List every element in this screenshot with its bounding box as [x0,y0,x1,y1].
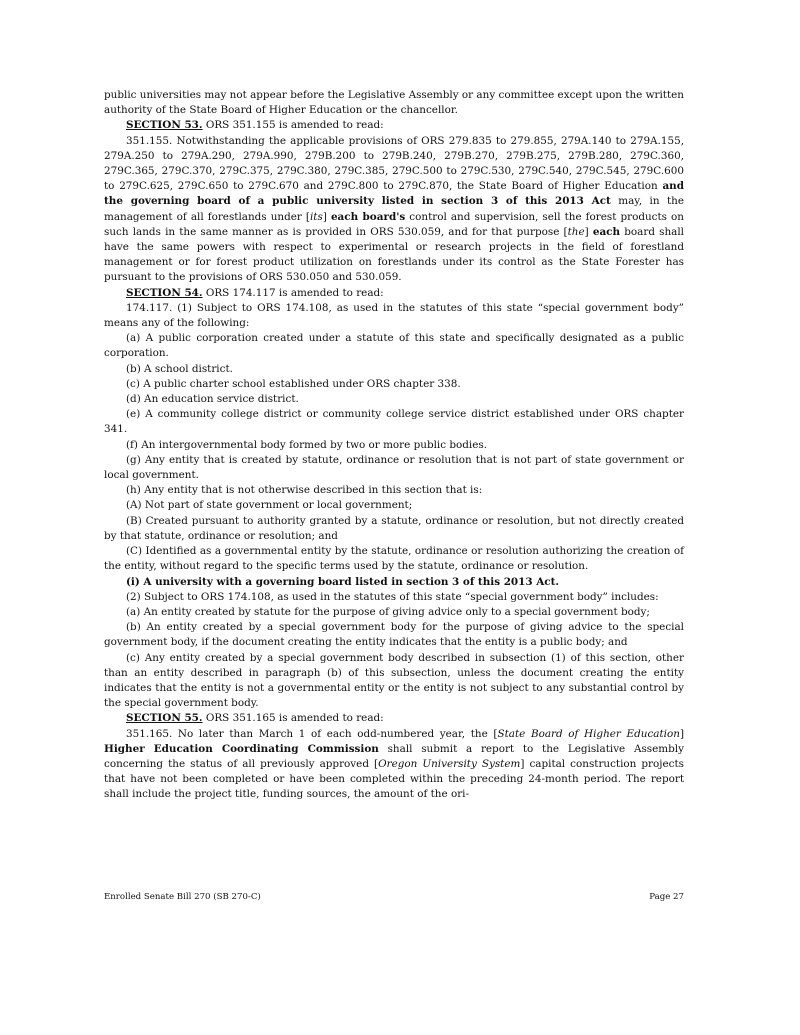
paragraph: public universities may not appear before the Legislative Assembly or any committee except upon the written authority of the State Board of Higher Education or the chancellor. [104,89,684,117]
paragraph: (B) Created pursuant to authority granted by a statute, ordinance or resolution, but not directly created by that statute, ordinance or resolution; and [104,514,684,542]
text-run: may, in the management of all forestlands under [ [104,195,684,223]
section-intro: ORS 174.117 is amended to read: [202,286,384,299]
section-heading [104,711,684,726]
paragraph: (C) Identified as a governmental entity by the statute, ordinance or resolution authorizing the creation of the entity, without regard to the specific terms used by the statute, ordinance or resolution. [104,545,684,573]
paragraph: (d) An education service district. [126,393,299,406]
paragraph: (A) Not part of state government or local government; [126,499,413,512]
section-intro: ORS 351.155 is amended to read: [202,119,384,132]
page-number: Page 27 [649,892,684,902]
deleted-text: its [309,210,323,223]
text-run: board shall have the same powers with respect to experimental or research projects in the field of forestland management or for forest product utilization on forestlands under its control as the State Forester has pursuant to the provisions of ORS 530.050 and 530.059. [104,225,685,284]
text-run: 351.165. No later than March 1 of each odd-numbered year, the [ [126,727,498,740]
text-run: ] [584,225,593,238]
added-text: each [592,225,621,238]
paragraph [104,727,684,803]
paragraph: (g) Any entity that is created by statute, ordinance or resolution that is not part of state government or local government. [104,453,684,482]
section-intro: ORS 351.165 is amended to read: [202,712,384,725]
text-run: ] [679,727,684,740]
document-body [104,88,684,803]
deleted-text: State Board of Higher Education [497,727,680,740]
deleted-text: the [567,225,585,238]
added-text: and the governing board of a public university listed in section 3 of this 2013 Act [104,180,684,208]
paragraph: (a) An entity created by statute for the purpose of giving advice only to a special government body; [126,605,650,618]
paragraph: (e) A community college district or community college service district established under ORS chapter 341. [104,408,684,436]
section-heading [104,286,684,301]
section-label: SECTION 55. [126,712,203,725]
bill-identifier: Enrolled Senate Bill 270 (SB 270-C) [104,892,261,902]
added-text: each board's [330,210,406,223]
paragraph: (2) Subject to ORS 174.108, as used in the statutes of this state “special government body” includes: [126,590,659,603]
added-text: (i) A university with a governing board listed in section 3 of this 2013 Act. [126,575,560,588]
paragraph: (c) Any entity created by a special government body described in subsection (1) of this section, other than an entity described in paragraph (b) of this subsection, unless the document creating the entity indicates that the entity is not a governmental entity or the entity is not subject to any substantial control by the special government body. [104,651,684,710]
paragraph: (h) Any entity that is not otherwise described in this section that is: [126,484,483,497]
paragraph: (b) A school district. [126,362,233,375]
section-heading [104,118,684,133]
paragraph: (b) An entity created by a special government body for the purpose of giving advice to the special government body, if the document creating the entity indicates that the entity is a public body; and [104,621,684,649]
section-label: SECTION 53. [126,119,203,132]
section-label: SECTION 54. [126,286,203,299]
text-run: ] [322,210,331,223]
paragraph: (c) A public charter school established under ORS chapter 338. [126,377,461,390]
text-run: shall submit a report to the Legislative Assembly concerning the status of all previously approved [ [104,742,684,770]
deleted-text: Oregon University System [378,757,521,770]
text-run: control and supervision, sell the forest products on such lands in the same manner as is provided in ORS 530.059, and for that purpose [ [104,210,685,238]
paragraph [104,575,684,590]
paragraph [104,134,684,286]
text-run: 351.155. Notwithstanding the applicable provisions of ORS 279.835 to 279.855, 279A.140 to 279A.155, 279A.250 to 279A.290, 279A.990, 279B.200 to 279B.240, 279B.270, 279B.275, 279B.280, 279C.360, 279C.365, 279C.370, 279C.375, 279C.380, 279C.385, 279C.500 to 279C.530, 279C.540, 279C.545, 279C.600 to 279C.625, 279C.650 to 279C.670 and 279C.800 to 279C.870, the State Board of Higher Education [104,134,684,193]
added-text: Higher Education Coordinating Commission [104,742,379,755]
paragraph: (a) A public corporation created under a statute of this state and specifically designated as a public corporation. [104,332,684,360]
paragraph: (f) An intergovernmental body formed by two or more public bodies. [126,438,488,451]
text-run: ] capital construction projects that have not been completed or have been completed within the preceding 24-month period. The report shall include the project title, funding sources, the amount of the ori- [104,757,684,801]
paragraph: 174.117. (1) Subject to ORS 174.108, as used in the statutes of this state “special government body” means any of the following: [104,301,684,330]
